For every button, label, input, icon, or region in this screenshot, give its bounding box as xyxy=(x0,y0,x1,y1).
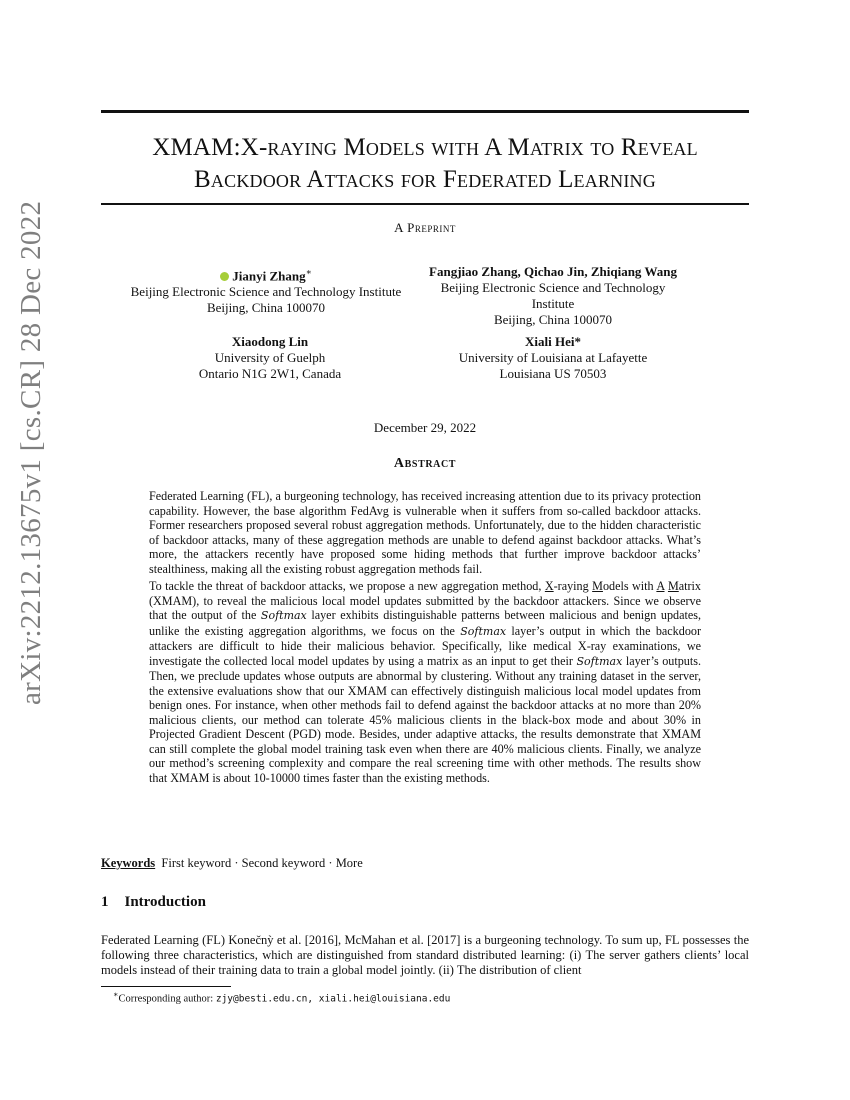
softmax-math: Softmax xyxy=(460,624,507,638)
keywords-label: Keywords xyxy=(101,856,156,870)
author-address: Louisiana US 70503 xyxy=(499,366,607,381)
author-block-4 xyxy=(440,334,666,382)
author-name: Xiaodong Lin xyxy=(231,334,309,349)
footnote-rule xyxy=(101,986,231,987)
author-affiliation: Beijing Electronic Science and Technology Institute xyxy=(440,280,666,311)
arxiv-stamp: arXiv:2212.13675v1 [cs.CR] 28 Dec 2022 xyxy=(15,200,47,705)
abstract-heading: Abstract xyxy=(393,456,457,471)
section-title: Introduction xyxy=(124,894,206,910)
author-block-3 xyxy=(175,334,365,382)
author-name: Jianyi Zhang∗ xyxy=(101,264,431,284)
title-line-1: XMAM:X-raying Models with A Matrix to Reveal xyxy=(152,134,698,161)
author-affiliation: University of Guelph xyxy=(214,350,326,365)
paper-title xyxy=(101,132,749,196)
softmax-math: Softmax xyxy=(260,609,307,622)
author-address: Ontario N1G 2W1, Canada xyxy=(198,366,342,381)
author-address: Beijing, China 100070 xyxy=(493,312,613,327)
keywords-line xyxy=(101,856,363,871)
title-line-2: Backdoor Attacks for Federated Learning xyxy=(194,166,656,193)
abstract-paragraph-1: Federated Learning (FL), a burgeoning technology, has received increasing attention due to its privacy protection capability. However, the base algorithm FedAvg is vulnerable when it suffers from so-called backdoor attacks. Former researchers proposed several robust aggregation methods. Unfortunately, due to the hidden characteristic of backdoor attacks, many of these aggregation methods are unable to defend against backdoor attacks. What’s more, the attackers recently have proposed some hiding methods that further improve backdoor attacks’ stealthiness, making all the existing robust aggregation methods fail. xyxy=(149,489,701,576)
title-top-rule xyxy=(101,110,749,113)
author-name: Xiali Hei* xyxy=(525,334,581,349)
author-name: Fangjiao Zhang, Qichao Jin, Zhiqiang Wang xyxy=(429,264,677,279)
footnote-emails[interactable]: zjy@besti.edu.cn, xiali.hei@louisiana.edu xyxy=(215,993,451,1005)
title-bottom-rule xyxy=(101,203,749,205)
abstract-body xyxy=(149,489,701,788)
orcid-icon[interactable] xyxy=(220,272,229,281)
keywords-list: First keyword · Second keyword · More xyxy=(161,856,363,870)
preprint-label: A Preprint xyxy=(394,220,456,235)
author-affiliation: University of Louisiana at Lafayette xyxy=(458,350,648,365)
footnote: ∗Corresponding author: zjy@besti.edu.cn, xiali.hei@louisiana.edu xyxy=(113,990,451,1005)
author-block-1 xyxy=(101,264,431,316)
author-affiliation: Beijing Electronic Science and Technology Institute xyxy=(130,284,402,300)
section-heading xyxy=(101,894,206,911)
author-address: Beijing, China 100070 xyxy=(206,300,326,316)
abstract-paragraph-2: To tackle the threat of backdoor attacks, we propose a new aggregation method, X-raying Models with A Matrix (XMAM), to reveal the malicious local model updates submitted by the backdoor attackers. Since we observe that the output of the Softmax layer exhibits distinguishable patterns between malicious and benign updates, unlike the existing aggregation algorithms, we focus on the Softmax layer’s output in which the backdoor attackers are difficult to hide their malicious behavior. Specifically, like medical X-ray examinations, we investigate the collected local model updates by using a matrix as an input to get their Softmax layer’s outputs. Then, we preclude updates whose outputs are abnormal by clustering. Without any training dataset in the server, the extensive evaluations show that our XMAM can effectively distinguish malicious local model updates from benign ones. For instance, when other methods fail to defend against the backdoor attacks at no more than 20% malicious clients, our method can tolerate 45% malicious clients in the black-box mode and about 30% in Projected Gradient Descent (PGD) mode. Besides, under adaptive attacks, the results demonstrate that XMAM can still complete the global model training task even when there are 40% malicious clients. Finally, we analyze our method’s screening complexity and compare the real screening time with other methods. The results show that XMAM is about 10-10000 times faster than the existing methods. xyxy=(149,579,701,785)
intro-paragraph: Federated Learning (FL) Konečnỳ et al. [2016], McMahan et al. [2017] is a burgeoning technology. To sum up, FL possesses the following three characteristics, which are distinguished from standard distributed learning: (i) The server gathers clients’ local models instead of their training data to train a global model jointly. (ii) The distribution of client xyxy=(101,933,749,977)
softmax-math: Softmax xyxy=(576,654,623,668)
publication-date: December 29, 2022 xyxy=(373,420,477,435)
author-block-2 xyxy=(428,264,678,328)
section-number: 1 xyxy=(101,894,109,910)
